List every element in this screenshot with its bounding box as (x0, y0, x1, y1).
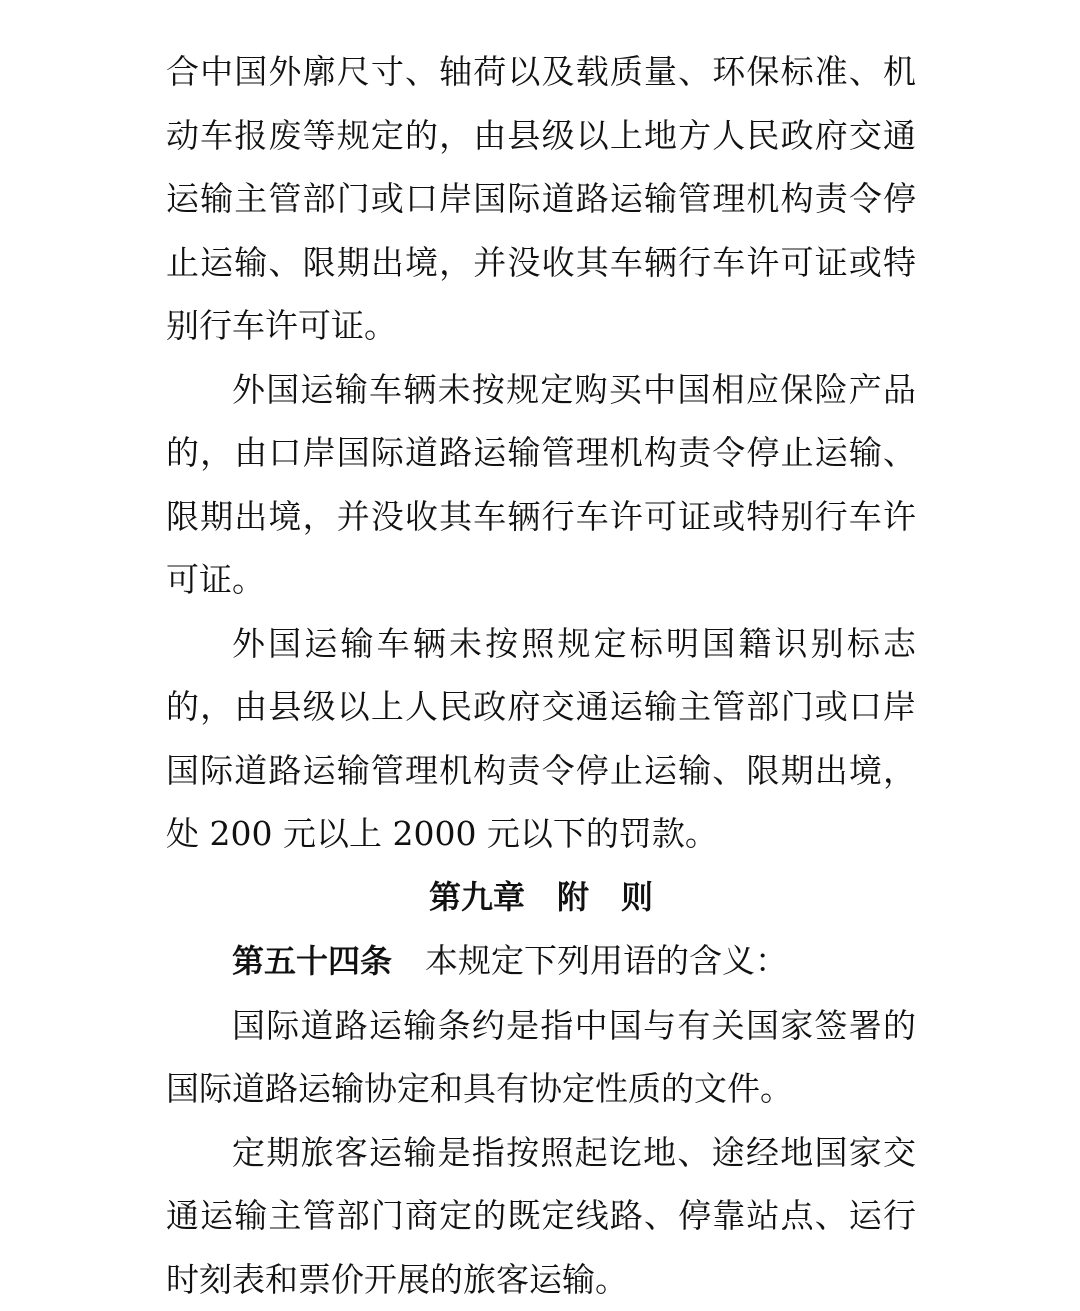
paragraph-insurance: 外国运输车辆未按规定购买中国相应保险产品的，由口岸国际道路运输管理机构责令停止运输、限期出境，并没收其车辆行车许可证或特别行车许可证。 (166, 358, 916, 612)
article-label: 第五十四条 (232, 942, 392, 980)
article-54 (166, 929, 916, 994)
paragraph-nationality-mark: 外国运输车辆未按照规定标明国籍识别标志的，由县级以上人民政府交通运输主管部门或口岸国际道路运输管理机构责令停止运输、限期出境，处 200 元以上 2000 元以下的罚款。 (166, 612, 916, 866)
definition-scheduled-passenger: 定期旅客运输是指按照起讫地、途经地国家交通运输主管部门商定的既定线路、停靠站点、运行时刻表和票价开展的旅客运输。 (166, 1121, 916, 1311)
chapter-heading: 第九章 附 则 (166, 866, 916, 930)
article-text: 本规定下列用语的含义： (425, 941, 788, 980)
paragraph-continuation: 合中国外廓尺寸、轴荷以及载质量、环保标准、机动车报废等规定的，由县级以上地方人民政府交通运输主管部门或口岸国际道路运输管理机构责令停止运输、限期出境，并没收其车辆行车许可证或特别行车许可证。 (166, 40, 916, 358)
document-page (166, 40, 916, 1311)
definition-treaty: 国际道路运输条约是指中国与有关国家签署的国际道路运输协定和具有协定性质的文件。 (166, 994, 916, 1121)
